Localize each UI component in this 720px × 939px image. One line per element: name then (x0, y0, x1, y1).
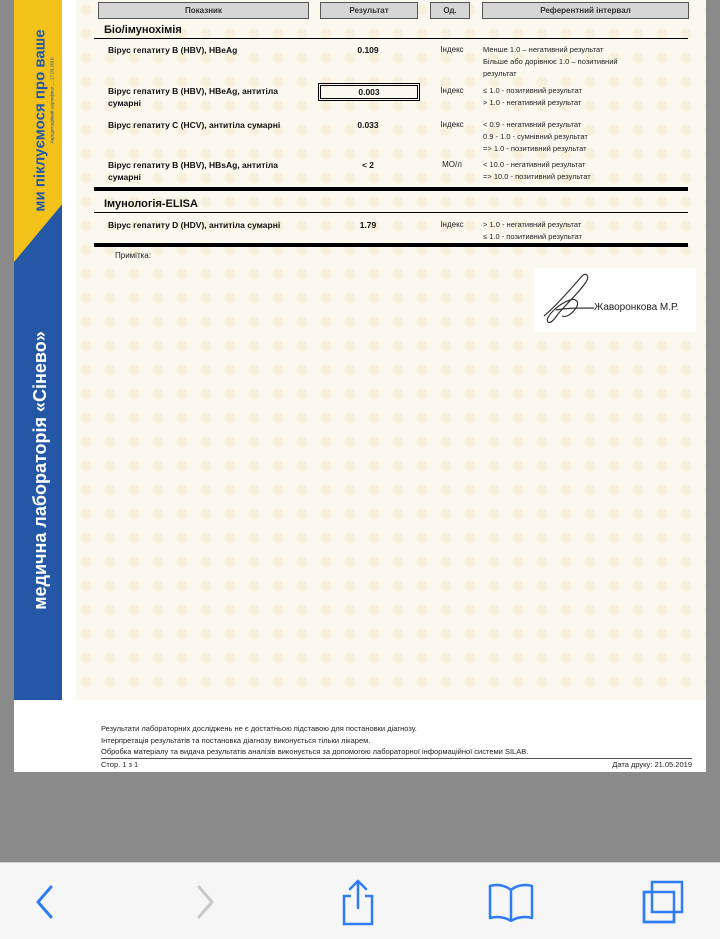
signature-name: Жаворонкова М.Р. (594, 302, 679, 313)
print-date: Дата друку: 21.05.2019 (612, 760, 692, 769)
note-label: Примітка: (115, 251, 151, 260)
footer-disclaimer: Результати лабораторних досліджень не є достатньою підставою для постановки діагнозу. (101, 724, 417, 733)
row-result: < 2 (361, 160, 375, 170)
row-reference: < 10.0 - негативний результат => 10.0 - позитивний результат (483, 160, 591, 181)
row-unit: МО/л (442, 160, 462, 169)
row-result: 0.003 (320, 85, 418, 99)
report-page (14, 0, 706, 772)
row-reference: Менше 1.0 – негативний результат Більше або дорівнює 1.0 – позитивний результат (483, 45, 618, 78)
bookmarks-button[interactable] (486, 877, 536, 927)
section-title: Біо/імунохімія (104, 24, 182, 36)
row-unit: Індекс (440, 120, 464, 129)
row-indicator: Вірус гепатиту C (HCV), антитіла сумарні (108, 120, 281, 130)
row-result: 0.109 (357, 45, 379, 55)
signature-image (536, 270, 596, 330)
row-indicator: Вірус гепатиту D (HDV), антитіла сумарні (108, 220, 281, 230)
tabs-button[interactable] (638, 877, 688, 927)
section-title: Імунологія-ELISA (104, 198, 198, 210)
sidebar-slogan: ми піклуємося про ваше (31, 28, 49, 212)
back-button[interactable] (20, 877, 70, 927)
column-header-reference: Референтний інтервал (482, 2, 689, 19)
column-header-unit: Од. (430, 2, 470, 19)
row-result: 1.79 (359, 220, 377, 230)
section-divider (94, 38, 688, 39)
column-header-result: Результат (320, 2, 418, 19)
bookmarks-icon (487, 882, 535, 922)
row-reference: ≤ 1.0 - позитивний результат > 1.0 - негативний результат (483, 86, 582, 107)
forward-icon (193, 884, 217, 920)
browser-toolbar (0, 862, 720, 939)
report-footer (14, 700, 706, 772)
row-unit: Індекс (440, 45, 464, 54)
signature-block (534, 268, 696, 332)
share-icon (338, 878, 378, 926)
column-header-indicator: Показник (98, 2, 309, 19)
row-unit: Індекс (440, 86, 464, 95)
row-reference: > 1.0 - негативний результат ≤ 1.0 - позитивний результат (483, 220, 582, 241)
row-indicator: Вірус гепатиту B (HBV), HBeAg, антитіла сумарні (108, 86, 278, 108)
row-indicator: Вірус гепатиту B (HBV), HBsAg, антитіла сумарні (108, 160, 278, 182)
row-reference: < 0.9 - негативний результат 0.9 - 1.0 - сумнівний результат => 1.0 - позитивний результат (483, 120, 588, 153)
section-end-rule (94, 243, 688, 247)
brand-sidebar (14, 0, 62, 772)
tabs-icon (639, 879, 687, 925)
share-button[interactable] (333, 877, 383, 927)
footer-rule (101, 758, 692, 759)
row-result: 0.033 (357, 120, 379, 130)
sidebar-certificate: Акредитаційний сертифікат ... 17.03.2016 (49, 56, 55, 144)
row-indicator: Вірус гепатиту B (HBV), HBeAg (108, 45, 238, 55)
footer-interpretation: Інтерпретація результатів та постановка діагнозу виконується тільки лікарем. (101, 736, 371, 745)
section-end-rule (94, 187, 688, 191)
sidebar-brand: медична лабораторія «Сінево» (29, 330, 50, 610)
footer-processing: Обробка матеріалу та видача результатів аналізів виконується за допомогою лабораторної інформаційної системи SILAB. (101, 747, 529, 756)
back-icon (33, 884, 57, 920)
section-divider (94, 212, 688, 213)
row-unit: Індекс (440, 220, 464, 229)
page-number: Стор. 1 з 1 (101, 760, 139, 769)
forward-button[interactable] (180, 877, 230, 927)
